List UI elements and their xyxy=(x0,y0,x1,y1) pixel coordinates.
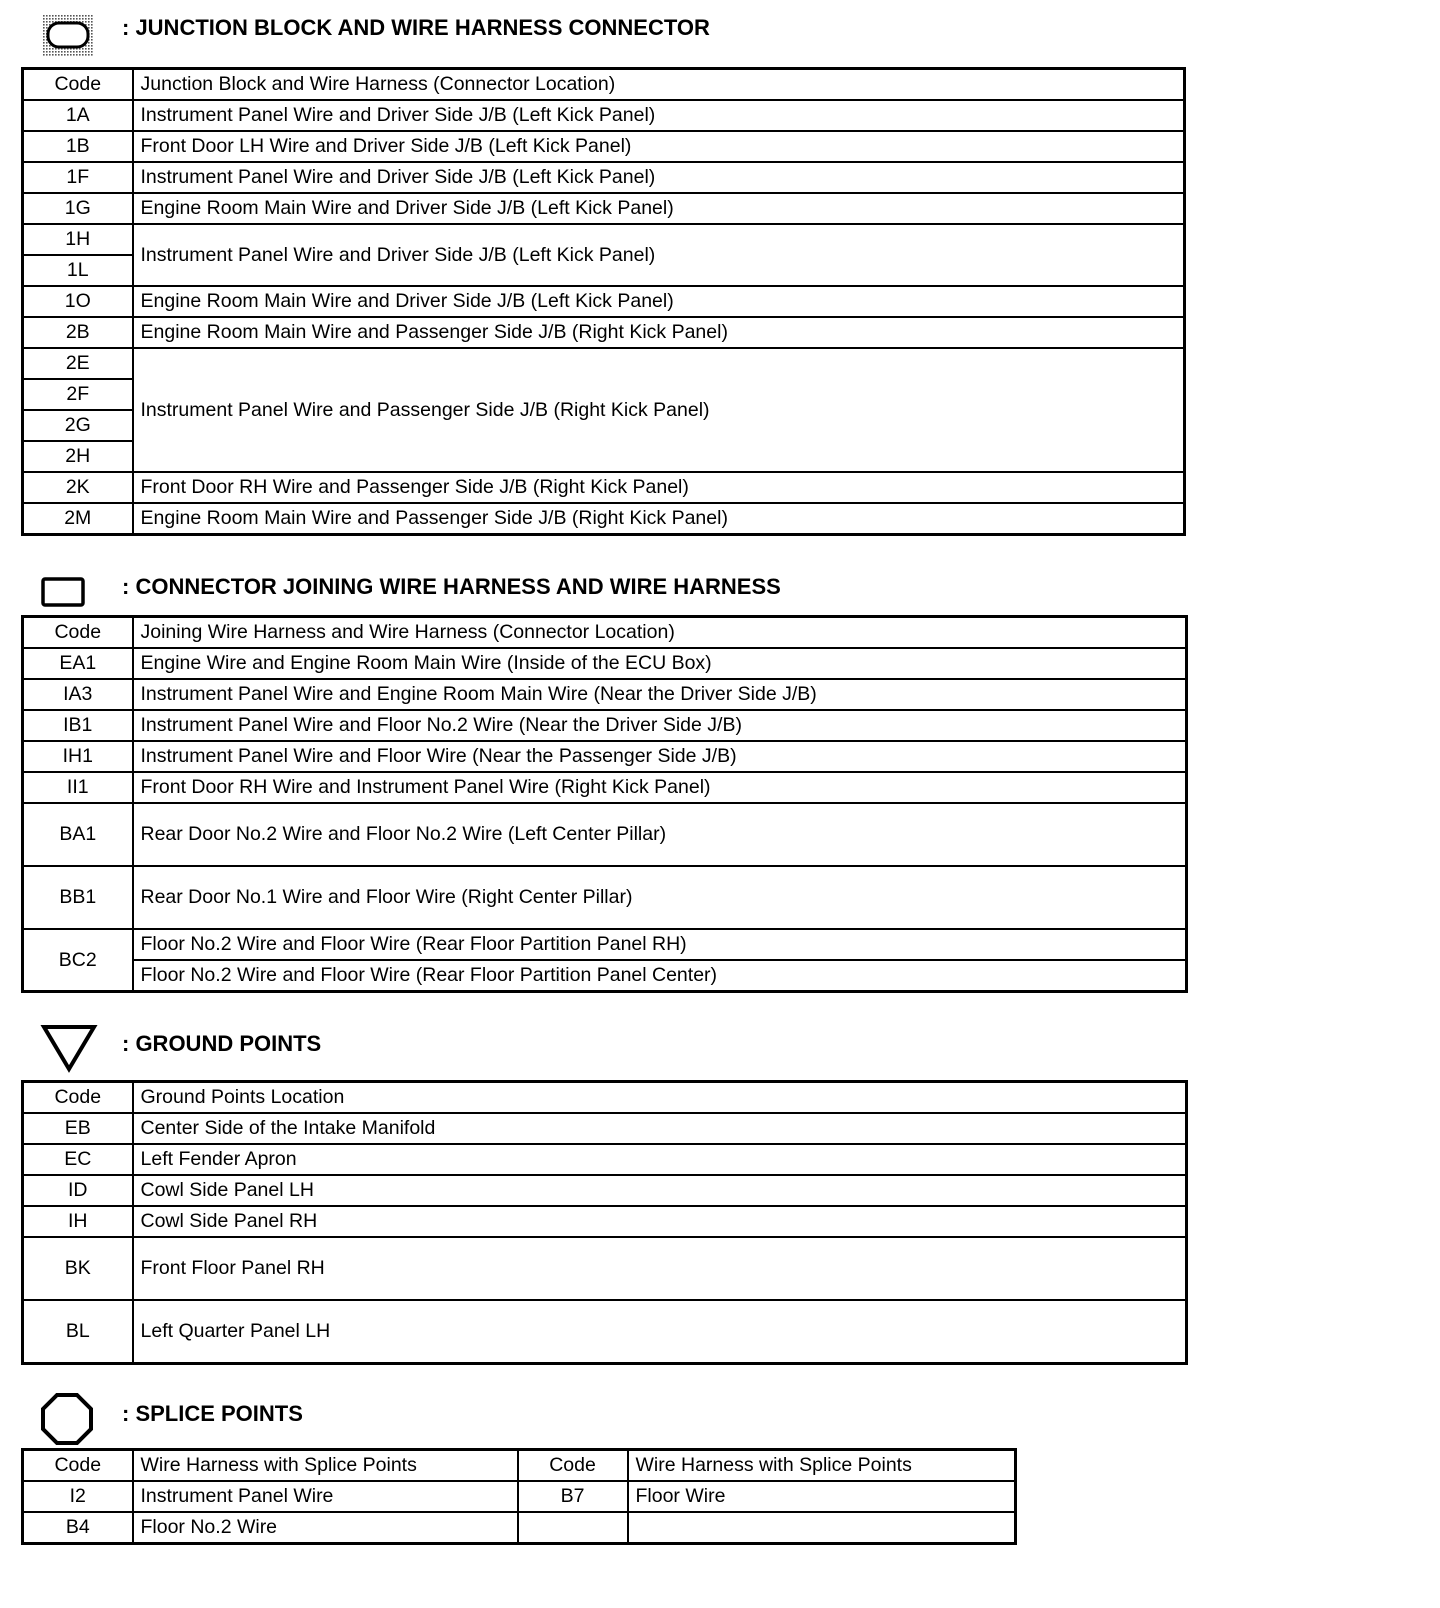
header-code: Code xyxy=(518,1450,628,1482)
row-code: EA1 xyxy=(23,648,133,679)
header-code: Code xyxy=(23,1082,133,1114)
row-code: IH1 xyxy=(23,741,133,772)
table-row xyxy=(23,1175,1187,1206)
row-code: EC xyxy=(23,1144,133,1175)
row-code: 2B xyxy=(23,317,133,348)
row-desc: Engine Room Main Wire and Passenger Side J/B (Right Kick Panel) xyxy=(133,317,1185,348)
row-desc: Floor No.2 Wire xyxy=(133,1512,518,1544)
row-desc: Front Door RH Wire and Passenger Side J/B (Right Kick Panel) xyxy=(133,472,1185,503)
row-code: 1F xyxy=(23,162,133,193)
ground-section-title: : GROUND POINTS xyxy=(122,1031,322,1056)
table-row xyxy=(23,348,1185,379)
row-code: 2M xyxy=(23,503,133,535)
table-row xyxy=(23,100,1185,131)
row-code: BK xyxy=(23,1237,133,1300)
table-row xyxy=(23,1206,1187,1237)
table-row xyxy=(23,741,1187,772)
row-code: BL xyxy=(23,1300,133,1364)
header-code: Code xyxy=(23,617,133,649)
row-desc: Center Side of the Intake Manifold xyxy=(133,1113,1187,1144)
splice-table xyxy=(21,1448,1017,1545)
header-desc: Joining Wire Harness and Wire Harness (Connector Location) xyxy=(133,617,1187,649)
row-code: 1H xyxy=(23,224,133,255)
table-row xyxy=(23,960,1187,992)
octagon-icon xyxy=(40,1392,94,1446)
table-row xyxy=(23,1481,1016,1512)
table-row xyxy=(23,710,1187,741)
row-desc: Floor No.2 Wire and Floor Wire (Rear Floor Partition Panel Center) xyxy=(133,960,1187,992)
row-desc: Engine Room Main Wire and Driver Side J/B (Left Kick Panel) xyxy=(133,286,1185,317)
table-row xyxy=(23,193,1185,224)
row-desc xyxy=(628,1512,1016,1544)
row-desc: Instrument Panel Wire and Driver Side J/B (Left Kick Panel) xyxy=(133,100,1185,131)
table-row xyxy=(23,772,1187,803)
row-code: 2G xyxy=(23,410,133,441)
row-code: IA3 xyxy=(23,679,133,710)
connector-table xyxy=(21,615,1188,993)
row-desc: Instrument Panel Wire and Engine Room Main Wire (Near the Driver Side J/B) xyxy=(133,679,1187,710)
row-code: B7 xyxy=(518,1481,628,1512)
row-desc: Floor Wire xyxy=(628,1481,1016,1512)
header-desc: Ground Points Location xyxy=(133,1082,1187,1114)
row-code: 2K xyxy=(23,472,133,503)
table-header-row xyxy=(23,69,1185,101)
rectangle-outline-icon xyxy=(40,575,88,609)
row-desc: Engine Room Main Wire and Passenger Side J/B (Right Kick Panel) xyxy=(133,503,1185,535)
table-row xyxy=(23,472,1185,503)
table-row xyxy=(23,286,1185,317)
row-desc: Cowl Side Panel LH xyxy=(133,1175,1187,1206)
row-desc: Engine Wire and Engine Room Main Wire (Inside of the ECU Box) xyxy=(133,648,1187,679)
row-desc: Cowl Side Panel RH xyxy=(133,1206,1187,1237)
splice-section-title: : SPLICE POINTS xyxy=(122,1401,303,1426)
row-desc: Front Door LH Wire and Driver Side J/B (Left Kick Panel) xyxy=(133,131,1185,162)
row-desc: Instrument Panel Wire and Driver Side J/B (Left Kick Panel) xyxy=(133,224,1185,286)
row-code: BB1 xyxy=(23,866,133,929)
table-row xyxy=(23,1113,1187,1144)
rounded-rectangle-shaded-icon xyxy=(40,12,96,58)
row-desc: Left Quarter Panel LH xyxy=(133,1300,1187,1364)
table-row xyxy=(23,866,1187,929)
table-row xyxy=(23,224,1185,255)
down-triangle-icon xyxy=(40,1022,98,1074)
table-row xyxy=(23,1300,1187,1364)
row-code: ID xyxy=(23,1175,133,1206)
row-code: 1L xyxy=(23,255,133,286)
row-code: EB xyxy=(23,1113,133,1144)
table-row xyxy=(23,1512,1016,1544)
ground-table xyxy=(21,1080,1188,1365)
row-code: IB1 xyxy=(23,710,133,741)
table-row xyxy=(23,1237,1187,1300)
row-code: 1A xyxy=(23,100,133,131)
table-row xyxy=(23,131,1185,162)
row-code xyxy=(518,1512,628,1544)
table-header-row xyxy=(23,1450,1016,1482)
header-code: Code xyxy=(23,69,133,101)
row-code: IH xyxy=(23,1206,133,1237)
header-code: Code xyxy=(23,1450,133,1482)
table-row xyxy=(23,679,1187,710)
row-code: BC2 xyxy=(23,929,133,992)
row-desc: Instrument Panel Wire xyxy=(133,1481,518,1512)
row-code: 2H xyxy=(23,441,133,472)
junction-section-title: : JUNCTION BLOCK AND WIRE HARNESS CONNECTOR xyxy=(122,15,710,40)
row-desc: Front Door RH Wire and Instrument Panel Wire (Right Kick Panel) xyxy=(133,772,1187,803)
header-desc: Junction Block and Wire Harness (Connector Location) xyxy=(133,69,1185,101)
table-row xyxy=(23,317,1185,348)
row-desc: Floor No.2 Wire and Floor Wire (Rear Floor Partition Panel RH) xyxy=(133,929,1187,960)
row-desc: Instrument Panel Wire and Driver Side J/B (Left Kick Panel) xyxy=(133,162,1185,193)
row-code: I2 xyxy=(23,1481,133,1512)
table-row xyxy=(23,162,1185,193)
table-header-row xyxy=(23,617,1187,649)
row-code: B4 xyxy=(23,1512,133,1544)
header-desc: Wire Harness with Splice Points xyxy=(133,1450,518,1482)
table-row xyxy=(23,803,1187,866)
row-code: BA1 xyxy=(23,803,133,866)
table-row xyxy=(23,503,1185,535)
row-code: 1G xyxy=(23,193,133,224)
row-desc: Instrument Panel Wire and Floor No.2 Wire (Near the Driver Side J/B) xyxy=(133,710,1187,741)
row-desc: Left Fender Apron xyxy=(133,1144,1187,1175)
row-desc: Rear Door No.2 Wire and Floor No.2 Wire (Left Center Pillar) xyxy=(133,803,1187,866)
row-desc: Rear Door No.1 Wire and Floor Wire (Right Center Pillar) xyxy=(133,866,1187,929)
table-row xyxy=(23,929,1187,960)
row-desc: Instrument Panel Wire and Passenger Side J/B (Right Kick Panel) xyxy=(133,348,1185,472)
row-desc: Engine Room Main Wire and Driver Side J/B (Left Kick Panel) xyxy=(133,193,1185,224)
connector-section-title: : CONNECTOR JOINING WIRE HARNESS AND WIRE HARNESS xyxy=(122,574,781,599)
table-row xyxy=(23,1144,1187,1175)
junction-table xyxy=(21,67,1186,536)
row-code: II1 xyxy=(23,772,133,803)
row-code: 1O xyxy=(23,286,133,317)
row-code: 2F xyxy=(23,379,133,410)
row-code: 1B xyxy=(23,131,133,162)
row-desc: Front Floor Panel RH xyxy=(133,1237,1187,1300)
table-header-row xyxy=(23,1082,1187,1114)
header-desc: Wire Harness with Splice Points xyxy=(628,1450,1016,1482)
table-row xyxy=(23,648,1187,679)
row-desc: Instrument Panel Wire and Floor Wire (Near the Passenger Side J/B) xyxy=(133,741,1187,772)
row-code: 2E xyxy=(23,348,133,379)
